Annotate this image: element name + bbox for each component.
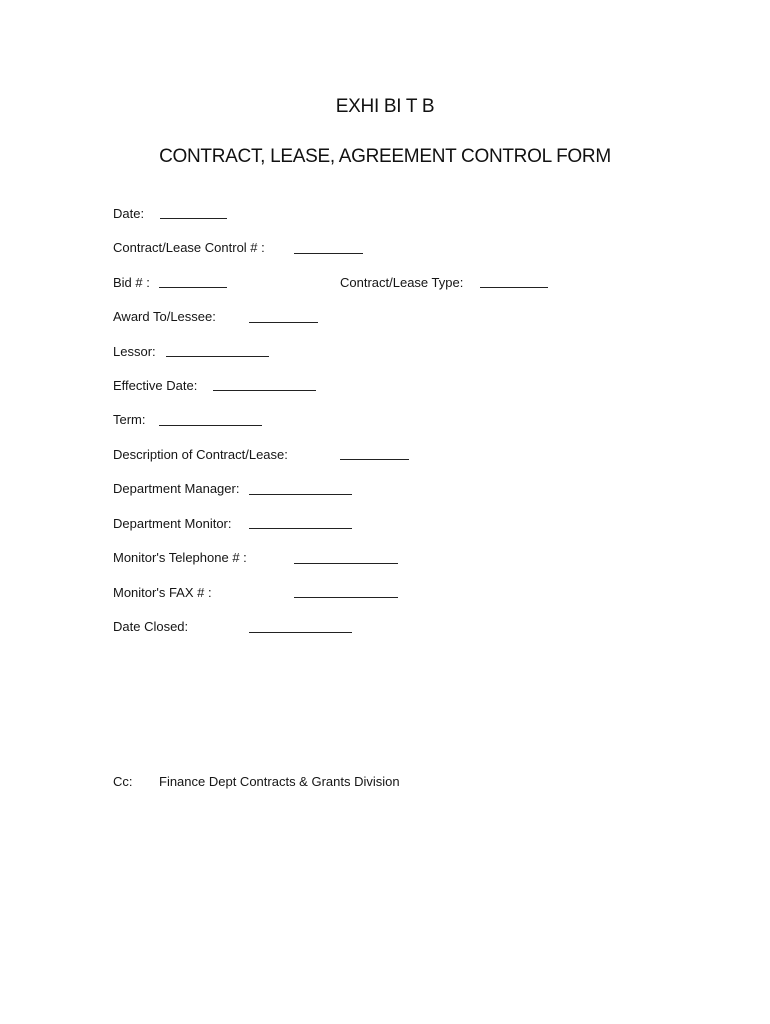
dept-monitor-label: Department Monitor: <box>113 516 232 531</box>
date-field[interactable] <box>160 218 227 219</box>
lessor-label: Lessor: <box>113 344 156 359</box>
dept-manager-field[interactable] <box>249 494 352 495</box>
cc-recipient: Finance Dept Contracts & Grants Division <box>159 774 400 789</box>
date-closed-field[interactable] <box>249 632 352 633</box>
contract-type-label: Contract/Lease Type: <box>340 275 464 290</box>
effective-date-field[interactable] <box>213 390 316 391</box>
effective-date-label: Effective Date: <box>113 378 198 393</box>
exhibit-heading: EXHI BI T B <box>335 96 435 117</box>
form-title: CONTRACT, LEASE, AGREEMENT CONTROL FORM <box>159 146 611 167</box>
monitor-phone-field[interactable] <box>294 563 398 564</box>
bid-number-field[interactable] <box>159 287 227 288</box>
award-to-field[interactable] <box>249 322 318 323</box>
date-label: Date: <box>113 206 145 221</box>
lessor-field[interactable] <box>166 356 269 357</box>
bid-number-label: Bid # : <box>113 275 150 290</box>
control-number-field[interactable] <box>294 253 363 254</box>
date-closed-label: Date Closed: <box>113 619 189 634</box>
monitor-phone-label: Monitor's Telephone # : <box>113 550 247 565</box>
term-label: Term: <box>113 412 146 427</box>
monitor-fax-field[interactable] <box>294 597 398 598</box>
description-field[interactable] <box>340 459 409 460</box>
dept-manager-label: Department Manager: <box>113 481 240 496</box>
description-label: Description of Contract/Lease: <box>113 447 288 462</box>
dept-monitor-field[interactable] <box>249 528 352 529</box>
contract-type-field[interactable] <box>480 287 548 288</box>
term-field[interactable] <box>159 425 262 426</box>
cc-label: Cc: <box>113 774 133 789</box>
control-number-label: Contract/Lease Control # : <box>113 240 265 255</box>
monitor-fax-label: Monitor's FAX # : <box>113 585 212 600</box>
award-to-label: Award To/Lessee: <box>113 309 216 324</box>
